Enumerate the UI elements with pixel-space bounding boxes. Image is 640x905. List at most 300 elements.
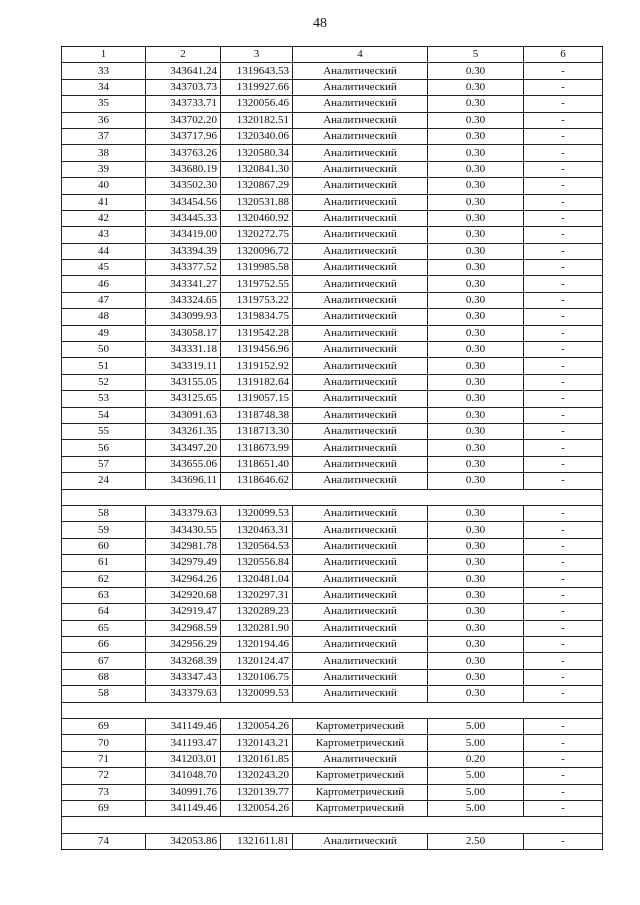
accuracy-cell: 0.30 [428,145,524,161]
table-row [62,112,603,128]
y-coordinate-cell: 1320289.23 [221,604,293,620]
header-row [62,47,603,63]
x-coordinate-cell: 343058.17 [146,325,221,341]
x-coordinate-cell: 343430.55 [146,522,221,538]
accuracy-cell: 0.30 [428,653,524,669]
point-number-cell: 35 [62,96,146,112]
accuracy-cell: 5.00 [428,768,524,784]
point-number-cell: 46 [62,276,146,292]
x-coordinate-cell: 343454.56 [146,194,221,210]
point-number-cell: 69 [62,719,146,735]
point-number-cell: 61 [62,555,146,571]
x-coordinate-cell: 343379.63 [146,686,221,702]
x-coordinate-cell: 342920.68 [146,587,221,603]
table-row [62,309,603,325]
accuracy-cell: 0.30 [428,669,524,685]
y-coordinate-cell: 1320564.53 [221,538,293,554]
accuracy-cell: 0.30 [428,128,524,144]
method-cell: Аналитический [293,260,428,276]
accuracy-cell: 0.30 [428,292,524,308]
point-number-cell: 43 [62,227,146,243]
method-cell: Аналитический [293,522,428,538]
table-header [62,47,603,63]
accuracy-cell: 0.30 [428,309,524,325]
method-cell: Аналитический [293,456,428,472]
y-coordinate-cell: 1319834.75 [221,309,293,325]
table-row [62,571,603,587]
y-coordinate-cell: 1320481.04 [221,571,293,587]
method-cell: Аналитический [293,309,428,325]
point-number-cell: 65 [62,620,146,636]
accuracy-cell: 0.30 [428,161,524,177]
point-number-cell: 73 [62,784,146,800]
note-cell: - [524,522,603,538]
accuracy-cell: 0.30 [428,112,524,128]
point-number-cell: 54 [62,407,146,423]
note-cell: - [524,227,603,243]
accuracy-cell: 0.30 [428,194,524,210]
note-cell: - [524,374,603,390]
note-cell: - [524,342,603,358]
accuracy-cell: 0.30 [428,456,524,472]
method-cell: Аналитический [293,604,428,620]
table-row [62,128,603,144]
x-coordinate-cell: 343702.20 [146,112,221,128]
table-row [62,768,603,784]
note-cell: - [524,719,603,735]
accuracy-cell: 0.30 [428,63,524,79]
x-coordinate-cell: 343394.39 [146,243,221,259]
table-row [62,522,603,538]
separator-cell [62,817,603,833]
method-cell: Аналитический [293,686,428,702]
accuracy-cell: 5.00 [428,800,524,816]
accuracy-cell: 0.30 [428,538,524,554]
accuracy-cell: 0.30 [428,637,524,653]
x-coordinate-cell: 343099.93 [146,309,221,325]
point-number-cell: 41 [62,194,146,210]
method-cell: Аналитический [293,63,428,79]
point-number-cell: 58 [62,686,146,702]
accuracy-cell: 0.30 [428,407,524,423]
y-coordinate-cell: 1320556.84 [221,555,293,571]
y-coordinate-cell: 1320143.21 [221,735,293,751]
method-cell: Аналитический [293,587,428,603]
accuracy-cell: 0.30 [428,243,524,259]
method-cell: Картометрический [293,735,428,751]
method-cell: Аналитический [293,227,428,243]
x-coordinate-cell: 343261.35 [146,423,221,439]
note-cell: - [524,784,603,800]
accuracy-cell: 0.30 [428,358,524,374]
table-row [62,374,603,390]
accuracy-cell: 0.30 [428,505,524,521]
x-coordinate-cell: 343331.18 [146,342,221,358]
table-row [62,604,603,620]
y-coordinate-cell: 1320099.53 [221,505,293,521]
table-row [62,407,603,423]
y-coordinate-cell: 1320056.46 [221,96,293,112]
table-row [62,735,603,751]
table-row [62,96,603,112]
table-row [62,686,603,702]
point-number-cell: 60 [62,538,146,554]
y-coordinate-cell: 1318748.38 [221,407,293,423]
accuracy-cell: 0.30 [428,440,524,456]
y-coordinate-cell: 1319643.53 [221,63,293,79]
table-row [62,473,603,489]
accuracy-cell: 0.30 [428,260,524,276]
y-coordinate-cell: 1320340.06 [221,128,293,144]
method-cell: Аналитический [293,374,428,390]
method-cell: Аналитический [293,79,428,95]
method-cell: Картометрический [293,800,428,816]
note-cell: - [524,178,603,194]
accuracy-cell: 0.30 [428,604,524,620]
note-cell: - [524,686,603,702]
method-cell: Аналитический [293,669,428,685]
note-cell: - [524,505,603,521]
x-coordinate-cell: 342964.26 [146,571,221,587]
table-body [62,63,603,850]
method-cell: Аналитический [293,325,428,341]
note-cell: - [524,292,603,308]
point-number-cell: 51 [62,358,146,374]
accuracy-cell: 0.30 [428,620,524,636]
y-coordinate-cell: 1320460.92 [221,210,293,226]
point-number-cell: 39 [62,161,146,177]
y-coordinate-cell: 1320297.31 [221,587,293,603]
x-coordinate-cell: 341203.01 [146,751,221,767]
y-coordinate-cell: 1319927.66 [221,79,293,95]
y-coordinate-cell: 1320124.47 [221,653,293,669]
table-row [62,276,603,292]
point-number-cell: 59 [62,522,146,538]
table-row [62,620,603,636]
point-number-cell: 47 [62,292,146,308]
table-row [62,210,603,226]
accuracy-cell: 0.30 [428,374,524,390]
method-cell: Аналитический [293,194,428,210]
point-number-cell: 64 [62,604,146,620]
table-row [62,587,603,603]
x-coordinate-cell: 342981.78 [146,538,221,554]
table-row [62,391,603,407]
x-coordinate-cell: 343419.00 [146,227,221,243]
table-row [62,423,603,439]
table-row [62,653,603,669]
point-number-cell: 57 [62,456,146,472]
method-cell: Аналитический [293,407,428,423]
table-row [62,145,603,161]
table-row [62,161,603,177]
table-row [62,800,603,816]
column-header-y: 3 [221,47,293,63]
method-cell: Аналитический [293,440,428,456]
table-row [62,555,603,571]
x-coordinate-cell: 343341.27 [146,276,221,292]
accuracy-cell: 0.30 [428,96,524,112]
x-coordinate-cell: 340991.76 [146,784,221,800]
method-cell: Картометрический [293,719,428,735]
y-coordinate-cell: 1320054.26 [221,800,293,816]
y-coordinate-cell: 1318713.30 [221,423,293,439]
y-coordinate-cell: 1319985.58 [221,260,293,276]
note-cell: - [524,79,603,95]
note-cell: - [524,407,603,423]
point-number-cell: 44 [62,243,146,259]
x-coordinate-cell: 343268.39 [146,653,221,669]
note-cell: - [524,63,603,79]
method-cell: Картометрический [293,768,428,784]
accuracy-cell: 5.00 [428,784,524,800]
table-row [62,751,603,767]
accuracy-cell: 2.50 [428,833,524,849]
note-cell: - [524,555,603,571]
x-coordinate-cell: 343733.71 [146,96,221,112]
accuracy-cell: 0.30 [428,227,524,243]
separator-cell [62,489,603,505]
method-cell: Аналитический [293,128,428,144]
table-row [62,505,603,521]
y-coordinate-cell: 1320106.75 [221,669,293,685]
accuracy-cell: 0.30 [428,325,524,341]
table-row [62,178,603,194]
method-cell: Аналитический [293,145,428,161]
note-cell: - [524,391,603,407]
x-coordinate-cell: 342968.59 [146,620,221,636]
method-cell: Аналитический [293,292,428,308]
method-cell: Картометрический [293,784,428,800]
note-cell: - [524,243,603,259]
note-cell: - [524,194,603,210]
x-coordinate-cell: 343347.43 [146,669,221,685]
accuracy-cell: 0.30 [428,423,524,439]
note-cell: - [524,128,603,144]
method-cell: Аналитический [293,161,428,177]
table-row [62,243,603,259]
note-cell: - [524,653,603,669]
accuracy-cell: 0.30 [428,571,524,587]
x-coordinate-cell: 342979.49 [146,555,221,571]
table-row [62,227,603,243]
x-coordinate-cell: 343717.96 [146,128,221,144]
separator-row [62,817,603,833]
y-coordinate-cell: 1320182.51 [221,112,293,128]
x-coordinate-cell: 343680.19 [146,161,221,177]
note-cell: - [524,358,603,374]
y-coordinate-cell: 1320281.90 [221,620,293,636]
point-number-cell: 68 [62,669,146,685]
point-number-cell: 69 [62,800,146,816]
point-number-cell: 53 [62,391,146,407]
column-header-x: 2 [146,47,221,63]
separator-row [62,702,603,718]
accuracy-cell: 0.30 [428,555,524,571]
note-cell: - [524,112,603,128]
x-coordinate-cell: 341149.46 [146,719,221,735]
y-coordinate-cell: 1318646.62 [221,473,293,489]
y-coordinate-cell: 1320054.26 [221,719,293,735]
point-number-cell: 42 [62,210,146,226]
x-coordinate-cell: 343155.05 [146,374,221,390]
y-coordinate-cell: 1320243.20 [221,768,293,784]
point-number-cell: 72 [62,768,146,784]
note-cell: - [524,210,603,226]
point-number-cell: 37 [62,128,146,144]
point-number-cell: 40 [62,178,146,194]
table-row [62,833,603,849]
y-coordinate-cell: 1320531.88 [221,194,293,210]
y-coordinate-cell: 1320099.53 [221,686,293,702]
x-coordinate-cell: 343324.65 [146,292,221,308]
x-coordinate-cell: 343379.63 [146,505,221,521]
table-row [62,63,603,79]
method-cell: Аналитический [293,243,428,259]
x-coordinate-cell: 343445.33 [146,210,221,226]
method-cell: Аналитический [293,276,428,292]
method-cell: Аналитический [293,473,428,489]
accuracy-cell: 0.30 [428,686,524,702]
point-number-cell: 52 [62,374,146,390]
y-coordinate-cell: 1320272.75 [221,227,293,243]
table-row [62,260,603,276]
x-coordinate-cell: 341193.47 [146,735,221,751]
note-cell: - [524,423,603,439]
point-number-cell: 56 [62,440,146,456]
column-header-accuracy: 5 [428,47,524,63]
note-cell: - [524,96,603,112]
method-cell: Аналитический [293,653,428,669]
point-number-cell: 33 [62,63,146,79]
accuracy-cell: 0.30 [428,210,524,226]
point-number-cell: 49 [62,325,146,341]
accuracy-cell: 0.30 [428,276,524,292]
note-cell: - [524,620,603,636]
method-cell: Аналитический [293,571,428,587]
y-coordinate-cell: 1319752.55 [221,276,293,292]
method-cell: Аналитический [293,358,428,374]
y-coordinate-cell: 1319152.92 [221,358,293,374]
note-cell: - [524,571,603,587]
note-cell: - [524,276,603,292]
point-number-cell: 48 [62,309,146,325]
note-cell: - [524,833,603,849]
x-coordinate-cell: 342919.47 [146,604,221,620]
method-cell: Аналитический [293,555,428,571]
y-coordinate-cell: 1320139.77 [221,784,293,800]
accuracy-cell: 0.30 [428,522,524,538]
y-coordinate-cell: 1320463.31 [221,522,293,538]
note-cell: - [524,800,603,816]
table-row [62,669,603,685]
note-cell: - [524,669,603,685]
table-row [62,637,603,653]
table-row [62,358,603,374]
column-header-note: 6 [524,47,603,63]
method-cell: Аналитический [293,96,428,112]
x-coordinate-cell: 343763.26 [146,145,221,161]
point-number-cell: 38 [62,145,146,161]
method-cell: Аналитический [293,423,428,439]
y-coordinate-cell: 1320580.34 [221,145,293,161]
note-cell: - [524,768,603,784]
x-coordinate-cell: 343377.52 [146,260,221,276]
table-row [62,456,603,472]
accuracy-cell: 0.30 [428,473,524,489]
table-row [62,325,603,341]
y-coordinate-cell: 1319542.28 [221,325,293,341]
table-row [62,538,603,554]
y-coordinate-cell: 1319456.96 [221,342,293,358]
note-cell: - [524,751,603,767]
method-cell: Аналитический [293,751,428,767]
y-coordinate-cell: 1318673.99 [221,440,293,456]
point-number-cell: 36 [62,112,146,128]
method-cell: Аналитический [293,391,428,407]
x-coordinate-cell: 342053.86 [146,833,221,849]
note-cell: - [524,456,603,472]
accuracy-cell: 0.20 [428,751,524,767]
separator-cell [62,702,603,718]
table-row [62,784,603,800]
column-header-point: 1 [62,47,146,63]
note-cell: - [524,735,603,751]
page-number: 48 [313,16,327,31]
x-coordinate-cell: 343319.11 [146,358,221,374]
point-number-cell: 63 [62,587,146,603]
y-coordinate-cell: 1321611.81 [221,833,293,849]
point-number-cell: 24 [62,473,146,489]
column-header-method: 4 [293,47,428,63]
x-coordinate-cell: 343091.63 [146,407,221,423]
y-coordinate-cell: 1320096.72 [221,243,293,259]
x-coordinate-cell: 343696.11 [146,473,221,489]
table-row [62,719,603,735]
y-coordinate-cell: 1320194.46 [221,637,293,653]
accuracy-cell: 0.30 [428,178,524,194]
table-row [62,440,603,456]
coordinates-table [61,46,603,850]
x-coordinate-cell: 343655.06 [146,456,221,472]
method-cell: Аналитический [293,538,428,554]
point-number-cell: 58 [62,505,146,521]
method-cell: Аналитический [293,620,428,636]
method-cell: Аналитический [293,178,428,194]
point-number-cell: 55 [62,423,146,439]
x-coordinate-cell: 342956.29 [146,637,221,653]
point-number-cell: 67 [62,653,146,669]
point-number-cell: 34 [62,79,146,95]
x-coordinate-cell: 343641.24 [146,63,221,79]
note-cell: - [524,309,603,325]
accuracy-cell: 5.00 [428,719,524,735]
x-coordinate-cell: 343497.20 [146,440,221,456]
point-number-cell: 71 [62,751,146,767]
note-cell: - [524,260,603,276]
method-cell: Аналитический [293,112,428,128]
y-coordinate-cell: 1320867.29 [221,178,293,194]
note-cell: - [524,538,603,554]
x-coordinate-cell: 343703.73 [146,79,221,95]
y-coordinate-cell: 1319057.15 [221,391,293,407]
method-cell: Аналитический [293,833,428,849]
table-row [62,194,603,210]
y-coordinate-cell: 1320161.85 [221,751,293,767]
note-cell: - [524,161,603,177]
y-coordinate-cell: 1319182.64 [221,374,293,390]
note-cell: - [524,440,603,456]
